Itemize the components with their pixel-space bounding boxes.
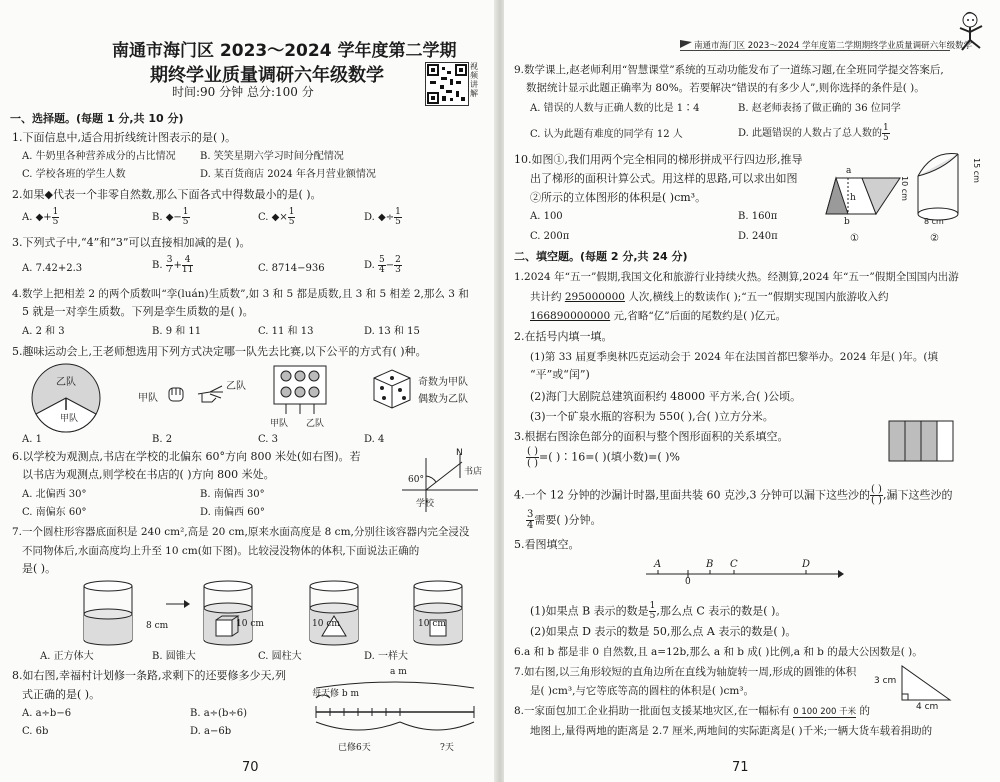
q8-done-label: 已修6天 [338, 743, 371, 753]
q10-option-c[interactable]: C. 200π [530, 231, 570, 242]
fill-3-equation: $\frac{( )}{( )}$ =( )∶16=( )(填小数)=( )% [527, 446, 680, 469]
fill-1-line2: 共计约 295000000 人次,横线上的数读作( );“五一”假期实现国内旅游收入约 [530, 291, 889, 303]
header-rule [680, 50, 950, 51]
question-9-line2: 数据统计显示此题正确率为 80%。若要解决“错误的有多少人”,则你选择的条件是( )。 [526, 82, 925, 94]
q7-10cm-label-2: 10 cm [312, 619, 340, 629]
fill-5-2: (2)如果点 D 表示的数是 50,那么点 A 表示的数是( )。 [530, 625, 797, 638]
q3-option-c[interactable]: C. 8714−936 [258, 263, 325, 274]
number-line [644, 560, 844, 590]
q8-remaining-label: ?天 [440, 743, 454, 753]
q7-10cm-label-1: 10 cm [236, 619, 264, 629]
fill-4-line1: 4.一个 12 分钟的沙漏计时器,里面共装 60 克沙,3 分钟可以漏下这些沙的 $\frac{( )}{( )}$ ,漏下这些沙的 [514, 484, 953, 506]
question-4-line2: 5 就是一对孪生质数。下列是孪生质数的是( )。 [22, 305, 254, 318]
q3-option-a[interactable]: A. 7.42+2.3 [22, 263, 83, 274]
fill-8-line2: 地图上,量得两地的距离是 2.7 厘米,两地间的实际距离是( )千米;一辆大货车载着捐助的 [530, 725, 933, 737]
qr-pattern-icon [426, 63, 468, 105]
fill-2: 2.在括号内填一填。 [514, 330, 613, 343]
running-header: 南通市海门区 2023～2024 学年度第二学期期终学业质量调研六年级数学 [694, 41, 973, 51]
fill-7-line2: 是( )cm³,与它等底等高的圆柱的体积是( )cm³。 [530, 685, 754, 697]
q8-option-b[interactable]: B. a÷(b÷6) [190, 708, 247, 719]
q5-hand-team-a: 甲队 [138, 393, 158, 404]
left-page [0, 0, 496, 782]
question-4-line1: 4.数学上把相差 2 的两个质数叫“孪(luán)生质数”,如 3 和 5 都是质数,且 3 和 5 相差 2,那么 3 和 [12, 288, 469, 300]
q7-option-b[interactable]: B. 圆锥大 [152, 651, 196, 662]
q4-option-d[interactable]: D. 13 和 15 [364, 326, 420, 337]
q5-team-b: 乙队 [56, 377, 76, 388]
q10-label-a: a [846, 166, 852, 176]
qr-code-icon[interactable] [425, 62, 469, 106]
dice-icon [370, 366, 414, 410]
fill-7-triangle [900, 664, 952, 704]
section-1-heading: 一、选择题。(每题 1 分,共 10 分) [10, 112, 184, 125]
q7-containers-figure [82, 580, 482, 650]
q6-option-a[interactable]: A. 北偏西 30° [22, 489, 87, 500]
q2-option-b[interactable]: B. ◆− $\frac{1}{5}$ [152, 207, 189, 227]
fill-2-1: (1)第 33 届夏季奥林匹克运动会于 2024 年在法国首都巴黎举办。2024 年是( )年。(填 [530, 351, 938, 363]
runner-mascot-icon [952, 10, 992, 54]
question-7-line1: 7.一个圆柱形容器底面积是 240 cm²,高是 20 cm,原来水面高度是 8 cm,分别往该容器内完全浸没 [12, 526, 470, 538]
fill-1-line1: 1.2024 年“五一”假期,我国文化和旅游行业持续火热。经测算,2024 年“五一”假期全国国内出游 [514, 271, 959, 283]
question-3: 3.下列式子中,“4”和“3”可以直接相加减的是( )。 [12, 236, 251, 249]
q7-option-c[interactable]: C. 圆柱大 [258, 651, 302, 662]
q6-angle-label: 60° [408, 475, 424, 485]
q10-10cm-label: 10 cm [900, 176, 909, 201]
fill-2-2: (2)海门大剧院总建筑面积约 48000 平方米,合( )公顷。 [530, 390, 802, 403]
question-7-line2: 不同物体后,水面高度均上升至 10 cm(如下图)。比较浸没物体的体积,下面说法正确的 [22, 545, 420, 557]
map-scale-bar: 0 100 200 千米 [793, 707, 857, 717]
q10-15cm-label: 15 cm [972, 158, 981, 183]
q4-option-a[interactable]: A. 2 和 3 [22, 326, 65, 337]
right-page [504, 0, 1000, 782]
q5-option-c[interactable]: C. 3 [258, 434, 279, 445]
question-7-line3: 是( )。 [22, 562, 57, 575]
fill-8-line1: 8.一家面包加工企业捐助一批面包支援某地灾区,在一幅标有 0 100 200 千米 的 [514, 705, 871, 717]
q6-bookstore-label: 书店 [464, 467, 483, 477]
fill-5-1: (1)如果点 B 表示的数是 $\frac{1}{5}$ ,那么点 C 表示的数是( )。 [530, 601, 787, 621]
point-b: B [706, 559, 714, 570]
q1-option-c[interactable]: C. 学校各班的学生人数 [22, 169, 126, 180]
q2-option-a[interactable]: A. ◆+ $\frac{1}{5}$ [22, 207, 59, 227]
q8-road-diagram [300, 674, 490, 750]
q7-option-a[interactable]: A. 正方体大 [40, 651, 94, 662]
exam-title-line1: 南通市海门区 2023～2024 学年度第二学期 [112, 41, 457, 61]
q5-option-b[interactable]: B. 2 [152, 434, 173, 445]
header-flag-icon [680, 40, 692, 48]
q6-option-d[interactable]: D. 南偏西 60° [200, 507, 265, 518]
fill-7-4cm: 4 cm [916, 702, 939, 712]
q9-option-b[interactable]: B. 赵老师表扬了做正确的 36 位同学 [738, 103, 901, 114]
question-10-line3: ②所示的立体图形的体积是( )cm³。 [530, 191, 707, 204]
q10-trapezoid-figure [822, 170, 904, 228]
exam-time: 时间:90 分钟 总分:100 分 [172, 85, 314, 99]
fill-7-3cm: 3 cm [874, 676, 897, 686]
q7-10cm-label-3: 10 cm [418, 619, 446, 629]
q10-option-d[interactable]: D. 240π [738, 231, 778, 242]
fill-5: 5.看图填空。 [514, 538, 580, 551]
q1-option-a[interactable]: A. 牛奶里各种营养成分的占比情况 [22, 151, 176, 162]
q5-hand-team-b: 乙队 [226, 381, 246, 392]
fist-icon [166, 384, 188, 406]
q10-label-b: b [844, 217, 850, 227]
q10-8cm-label: 8 cm [924, 217, 944, 226]
fill-7-line1: 7.如右图,以三角形较短的直角边所在直线为轴旋转一周,形成的圆锥的体积 [514, 666, 857, 678]
fill-1-line3: 166890000000 元,省略“亿”后面的尾数约是( )亿元。 [530, 310, 787, 322]
q8-option-d[interactable]: D. a−6b [190, 726, 232, 737]
section-2-heading: 二、填空题。(每题 2 分,共 24 分) [514, 250, 688, 263]
q10-option-b[interactable]: B. 160π [738, 211, 778, 222]
q5-box-team-a: 甲队 [270, 419, 289, 429]
q5-team-a: 甲队 [60, 414, 79, 424]
q6-school-label: 学校 [416, 499, 435, 509]
north-label: N [456, 448, 463, 458]
q3-option-b[interactable]: B. $\frac{3}{7}$ + $\frac{4}{11}$ [152, 255, 194, 275]
fill-4-line2: $\frac{3}{4}$ 需要( )分钟。 [527, 509, 602, 531]
q5-option-a[interactable]: A. 1 [22, 434, 42, 445]
q4-option-b[interactable]: B. 9 和 11 [152, 326, 202, 337]
question-9-line1: 9.数学课上,赵老师利用“智慧课堂”系统的互动功能发布了一道练习题,在全班同学提交答案后, [514, 64, 944, 76]
q8-daily-label: 每天修 b m [312, 689, 360, 699]
q10-option-a[interactable]: A. 100 [530, 211, 563, 222]
open-hand-icon [196, 380, 226, 406]
q2-option-c[interactable]: C. ◆× $\frac{1}{5}$ [258, 207, 295, 227]
fill-3: 3.根据右图涂色部分的面积与整个图形面积的关系填空。 [514, 430, 789, 443]
q5-option-d[interactable]: D. 4 [364, 434, 385, 445]
fill-6: 6.a 和 b 都是非 0 自然数,且 a=12b,那么 a 和 b 成( )比例,a 和 b 的最大公因数是( )。 [514, 646, 923, 658]
q2-option-d[interactable]: D. ◆÷ $\frac{1}{5}$ [364, 207, 401, 227]
q6-option-c[interactable]: C. 南偏东 60° [22, 507, 87, 518]
question-5: 5.趣味运动会上,王老师想选用下列方式决定哪一队先去比赛,以下公平的方式有( )种。 [12, 345, 427, 358]
fill-2-1-note: “平”或“闰”) [530, 368, 590, 381]
q8-option-c[interactable]: C. 6b [22, 726, 49, 737]
q5-dice-odd: 奇数为甲队 [418, 377, 468, 388]
q5-dice-even: 偶数为乙队 [418, 394, 468, 405]
q6-direction-diagram [392, 452, 484, 514]
fill-2-3: (3)一个矿泉水瓶的容积为 550( ),合( )立方分米。 [530, 410, 774, 423]
q4-option-c[interactable]: C. 11 和 13 [258, 326, 314, 337]
page-number-left: 70 [242, 760, 259, 775]
question-1: 1.下面信息中,适合用折线统计图表示的是( )。 [12, 131, 237, 144]
q5-lottery-box [272, 362, 328, 418]
point-zero: 0 [685, 577, 691, 587]
question-10-line1: 10.如图①,我们用两个完全相同的梯形拼成平行四边形,推导 [514, 153, 803, 166]
q10-label-h: h [850, 193, 856, 203]
qr-label: 视频讲解 [470, 62, 478, 98]
q9-option-d[interactable]: D. 此题错误的人数占了总人数的 $\frac{1}{5}$ [738, 123, 889, 143]
q5-box-team-b: 乙队 [306, 419, 325, 429]
q8-option-a[interactable]: A. a÷b−6 [22, 708, 72, 719]
page-number-right: 71 [732, 760, 749, 775]
fill-3-shaded-rect [888, 420, 954, 462]
q9-option-a[interactable]: A. 错误的人数与正确人数的比是 1∶4 [530, 103, 700, 114]
q10-caption-2: ② [930, 233, 939, 244]
q3-option-d[interactable]: D. $\frac{5}{4}$ − $\frac{2}{3}$ [364, 255, 401, 275]
exam-title-line2: 期终学业质量调研六年级数学 [150, 65, 384, 86]
q7-8cm-label: 8 cm [146, 621, 169, 631]
point-a: A [654, 559, 662, 570]
question-8-line1: 8.如右图,幸福村计划修一条路,求剩下的还要修多少天,列 [12, 669, 286, 682]
q9-option-c[interactable]: C. 认为此题有难度的同学有 12 人 [530, 129, 683, 140]
question-6-line2: 以书店为观测点,则学校在书店的( )方向 800 米处。 [22, 468, 275, 481]
q1-option-b[interactable]: B. 笑笑星期六学习时间分配情况 [200, 151, 344, 162]
question-2: 2.如果◆代表一个非零自然数,那么下面各式中得数最小的是( )。 [12, 188, 322, 201]
q6-option-b[interactable]: B. 南偏西 30° [200, 489, 265, 500]
q10-caption-1: ① [850, 233, 859, 244]
q8-total-length: a m [390, 667, 407, 677]
question-10-line2: 出了梯形的面积计算公式。用这样的思路,可以求出如图 [530, 172, 798, 185]
point-c: C [730, 559, 738, 570]
point-d: D [802, 559, 811, 570]
question-8-line2: 式正确的是( )。 [22, 688, 101, 701]
question-6-line1: 6.以学校为观测点,书店在学校的北偏东 60°方向 800 米处(如右图)。若 [12, 450, 361, 463]
q1-option-d[interactable]: D. 某百货商店 2024 年各月营业额情况 [200, 169, 376, 180]
q7-option-d[interactable]: D. 一样大 [364, 651, 409, 662]
